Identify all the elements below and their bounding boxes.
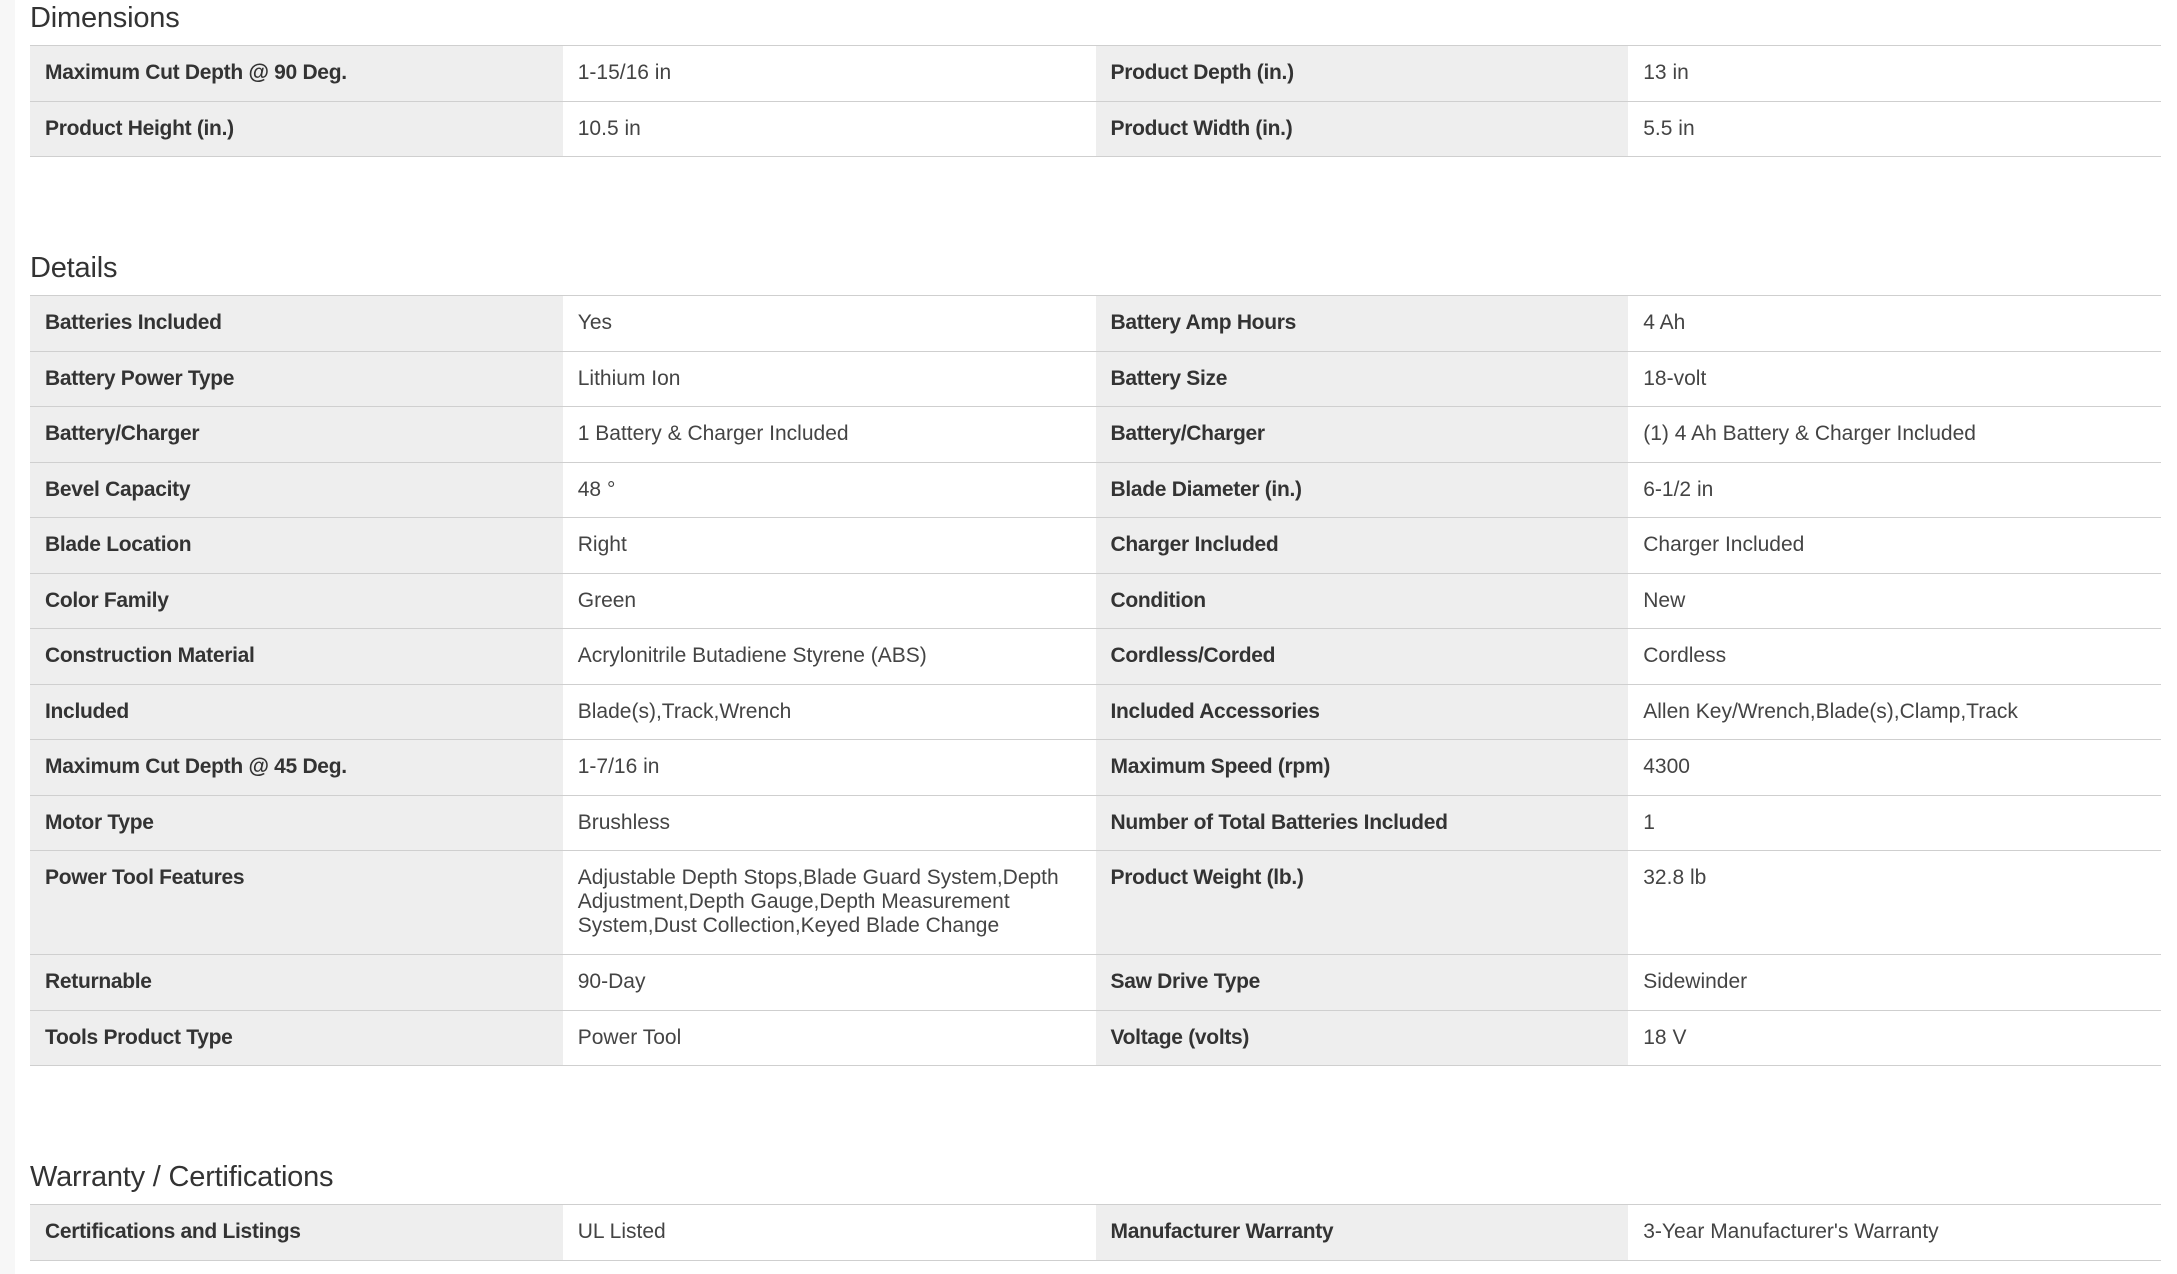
spec-row — [30, 685, 2161, 741]
section-warranty-certifications — [30, 1159, 2161, 1261]
spec-grid — [30, 296, 2161, 1066]
spec-label: Certifications and Listings — [30, 1205, 563, 1260]
spec-label: Charger Included — [1096, 518, 1629, 573]
spec-value: 13 in — [1628, 46, 2161, 101]
section-title: Details — [30, 250, 2161, 296]
left-gutter — [0, 0, 15, 1274]
spec-label: Product Weight (lb.) — [1096, 851, 1629, 954]
spec-label: Product Width (in.) — [1096, 102, 1629, 157]
spec-value: 5.5 in — [1628, 102, 2161, 157]
spec-label: Maximum Cut Depth @ 90 Deg. — [30, 46, 563, 101]
section-dimensions — [30, 0, 2161, 157]
spec-value: Cordless — [1628, 629, 2161, 684]
spec-row — [30, 629, 2161, 685]
spec-value: 10.5 in — [563, 102, 1096, 157]
spec-row — [30, 574, 2161, 630]
spec-value: 1 — [1628, 796, 2161, 851]
spec-row — [30, 46, 2161, 102]
spec-row — [30, 352, 2161, 408]
spec-value: Lithium Ion — [563, 352, 1096, 407]
spec-value: Allen Key/Wrench,Blade(s),Clamp,Track — [1628, 685, 2161, 740]
spec-row — [30, 1205, 2161, 1261]
spec-value: Green — [563, 574, 1096, 629]
spec-label: Tools Product Type — [30, 1011, 563, 1066]
spec-label: Manufacturer Warranty — [1096, 1205, 1629, 1260]
spec-row — [30, 518, 2161, 574]
spec-row — [30, 740, 2161, 796]
spec-value: Charger Included — [1628, 518, 2161, 573]
spec-value: New — [1628, 574, 2161, 629]
spec-label: Maximum Speed (rpm) — [1096, 740, 1629, 795]
spec-row — [30, 796, 2161, 852]
spec-value: 1-7/16 in — [563, 740, 1096, 795]
spec-value: Power Tool — [563, 1011, 1096, 1066]
spec-value: 18-volt — [1628, 352, 2161, 407]
spec-label: Product Height (in.) — [30, 102, 563, 157]
spec-row — [30, 851, 2161, 955]
spec-label: Included — [30, 685, 563, 740]
spec-value: 3-Year Manufacturer's Warranty — [1628, 1205, 2161, 1260]
section-details — [30, 250, 2161, 1066]
spec-label: Product Depth (in.) — [1096, 46, 1629, 101]
spec-label: Power Tool Features — [30, 851, 563, 954]
spec-value: Acrylonitrile Butadiene Styrene (ABS) — [563, 629, 1096, 684]
spec-label: Saw Drive Type — [1096, 955, 1629, 1010]
spec-value: 6-1/2 in — [1628, 463, 2161, 518]
spec-label: Construction Material — [30, 629, 563, 684]
spec-value: Brushless — [563, 796, 1096, 851]
spec-label: Included Accessories — [1096, 685, 1629, 740]
spec-label: Bevel Capacity — [30, 463, 563, 518]
spec-label: Cordless/Corded — [1096, 629, 1629, 684]
section-title: Dimensions — [30, 0, 2161, 46]
spec-row — [30, 1011, 2161, 1067]
spec-value: Right — [563, 518, 1096, 573]
spec-value: 32.8 lb — [1628, 851, 2161, 954]
spec-label: Returnable — [30, 955, 563, 1010]
spec-label: Blade Diameter (in.) — [1096, 463, 1629, 518]
spec-row — [30, 463, 2161, 519]
spec-label: Blade Location — [30, 518, 563, 573]
spec-value: 4 Ah — [1628, 296, 2161, 351]
spec-label: Voltage (volts) — [1096, 1011, 1629, 1066]
section-title: Warranty / Certifications — [30, 1159, 2161, 1205]
spec-label: Battery Size — [1096, 352, 1629, 407]
spec-value: Adjustable Depth Stops,Blade Guard System,Depth Adjustment,Depth Gauge,Depth Measurement System,Dust Collection,Keyed Blade Change — [563, 851, 1096, 954]
spec-value: Yes — [563, 296, 1096, 351]
spec-label: Batteries Included — [30, 296, 563, 351]
spec-value: Blade(s),Track,Wrench — [563, 685, 1096, 740]
spec-value: 1-15/16 in — [563, 46, 1096, 101]
spec-value: UL Listed — [563, 1205, 1096, 1260]
spec-label: Battery Power Type — [30, 352, 563, 407]
spec-label: Maximum Cut Depth @ 45 Deg. — [30, 740, 563, 795]
spec-value: 18 V — [1628, 1011, 2161, 1066]
spec-label: Battery Amp Hours — [1096, 296, 1629, 351]
spec-value: 4300 — [1628, 740, 2161, 795]
spec-row — [30, 955, 2161, 1011]
spec-grid — [30, 46, 2161, 157]
spec-label: Motor Type — [30, 796, 563, 851]
spec-row — [30, 407, 2161, 463]
spec-value: 1 Battery & Charger Included — [563, 407, 1096, 462]
spec-label: Number of Total Batteries Included — [1096, 796, 1629, 851]
spec-label: Condition — [1096, 574, 1629, 629]
spec-grid — [30, 1205, 2161, 1261]
spec-label: Battery/Charger — [30, 407, 563, 462]
spec-label: Color Family — [30, 574, 563, 629]
spec-value: (1) 4 Ah Battery & Charger Included — [1628, 407, 2161, 462]
spec-value: 90-Day — [563, 955, 1096, 1010]
spec-row — [30, 102, 2161, 158]
spec-label: Battery/Charger — [1096, 407, 1629, 462]
spec-value: Sidewinder — [1628, 955, 2161, 1010]
spec-row — [30, 296, 2161, 352]
spec-value: 48 ° — [563, 463, 1096, 518]
